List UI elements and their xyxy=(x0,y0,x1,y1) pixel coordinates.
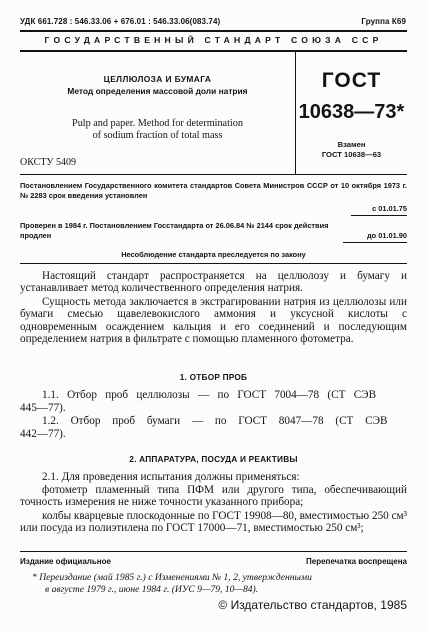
title-en-line2: of sodium fraction of total mass xyxy=(92,130,223,141)
reissue-note-line-2: в августе 1979 г., июне 1984 г. (ИУС 9—79, 10—84). xyxy=(45,584,259,595)
law-warning: Несоблюдение стандарта преследуется по закону xyxy=(121,250,306,259)
standard-banner: ГОСУДАРСТВЕННЫЙ СТАНДАРТ СОЮЗА ССР xyxy=(44,35,383,45)
replaces-value: ГОСТ 10638—63 xyxy=(321,150,382,159)
section-2-item-2: колбы кварцевые плоскодонные по ГОСТ 19908—80, вместимостью 250 см³ или посуда из полиэтилена по ГОСТ 17000—71, вместимостью 250 см³; xyxy=(20,510,407,535)
okstu-code: ОКСТУ 5409 xyxy=(20,157,77,168)
decree-rule xyxy=(20,263,407,264)
decree-text: Постановлением Государственного комитета стандартов Совета Министров СССР от 10 октября 1973 г. № 2283 срок введения установлен xyxy=(20,181,407,200)
intro-paragraph-1: Настоящий стандарт распространяется на целлюлозу и бумагу и устанавливает метод количественного определения натрия. xyxy=(20,270,407,295)
title-rule xyxy=(20,174,407,175)
decree-checked: Проверен в 1984 г. Постановлением Госстандарта от 26.06.84 № 2144 срок действия продлен xyxy=(20,221,329,240)
gost-label: ГОСТ xyxy=(321,69,382,92)
section-1-item-2-line-1: 1.2. Отбор проб бумаги — по ГОСТ 8047—78 (СТ СЭВ xyxy=(42,415,388,427)
title-en-line1: Pulp and paper. Method for determination xyxy=(72,118,243,129)
section-1-item-1-line-1: 1.1. Отбор проб целлюлозы — по ГОСТ 7004—78 (СТ СЭВ xyxy=(42,389,377,401)
decree-extended-underline xyxy=(343,242,407,243)
header-rule-top xyxy=(20,30,407,32)
group-code: Группа К69 xyxy=(361,17,406,26)
title-ru: ЦЕЛЛЮЛОЗА И БУМАГА xyxy=(103,74,212,84)
section-2-item-1: фотометр пламенный типа ПФМ или другого типа, обеспечивающий точность измерения не ниже точности указанного прибора; xyxy=(20,484,407,509)
decree-date-underline xyxy=(351,215,407,216)
publisher-copyright: © Издательство стандартов, 1985 xyxy=(218,598,407,612)
official-edition: Издание официальное xyxy=(20,557,111,566)
replaces-label: Взамен xyxy=(337,140,366,149)
section-1-item-2-line-2: 442—77). xyxy=(20,428,66,440)
reprint-notice: Перепечатка воспрещена xyxy=(306,557,407,566)
section-1-heading: 1. ОТБОР ПРОБ xyxy=(179,372,248,382)
decree-date: с 01.01.75 xyxy=(372,204,407,213)
gost-number: 10638—73* xyxy=(298,101,405,123)
section-2-intro: 2.1. Для проведения испытания должны применяться: xyxy=(42,471,300,483)
decree-extended: до 01.01.90 xyxy=(366,231,407,240)
subtitle-ru: Метод определения массовой доли натрия xyxy=(67,86,248,96)
intro-paragraph-2: Сущность метода заключается в экстрагировании натрия из целлюлозы или бумаги смесью щавелевокислого аммония и уксусной кислоты с одновременным осаждением кальция и его соединений и последующим определением натрия в фильтрате с помощью пламенного фотометра. xyxy=(20,296,407,346)
section-1-item-1-line-2: 445—77). xyxy=(20,402,66,414)
header-rule-bottom xyxy=(20,50,407,52)
footer-rule xyxy=(20,551,407,552)
udk-code: УДК 661.728 : 546.33.06 + 676.01 : 546.33.06(083.74) xyxy=(20,17,221,26)
reissue-note-line-1: * Переиздание (май 1985 г.) с Изменениями № 1, 2, утвержденными xyxy=(32,572,312,583)
section-2-heading: 2. АППАРАТУРА, ПОСУДА И РЕАКТИВЫ xyxy=(129,454,298,464)
